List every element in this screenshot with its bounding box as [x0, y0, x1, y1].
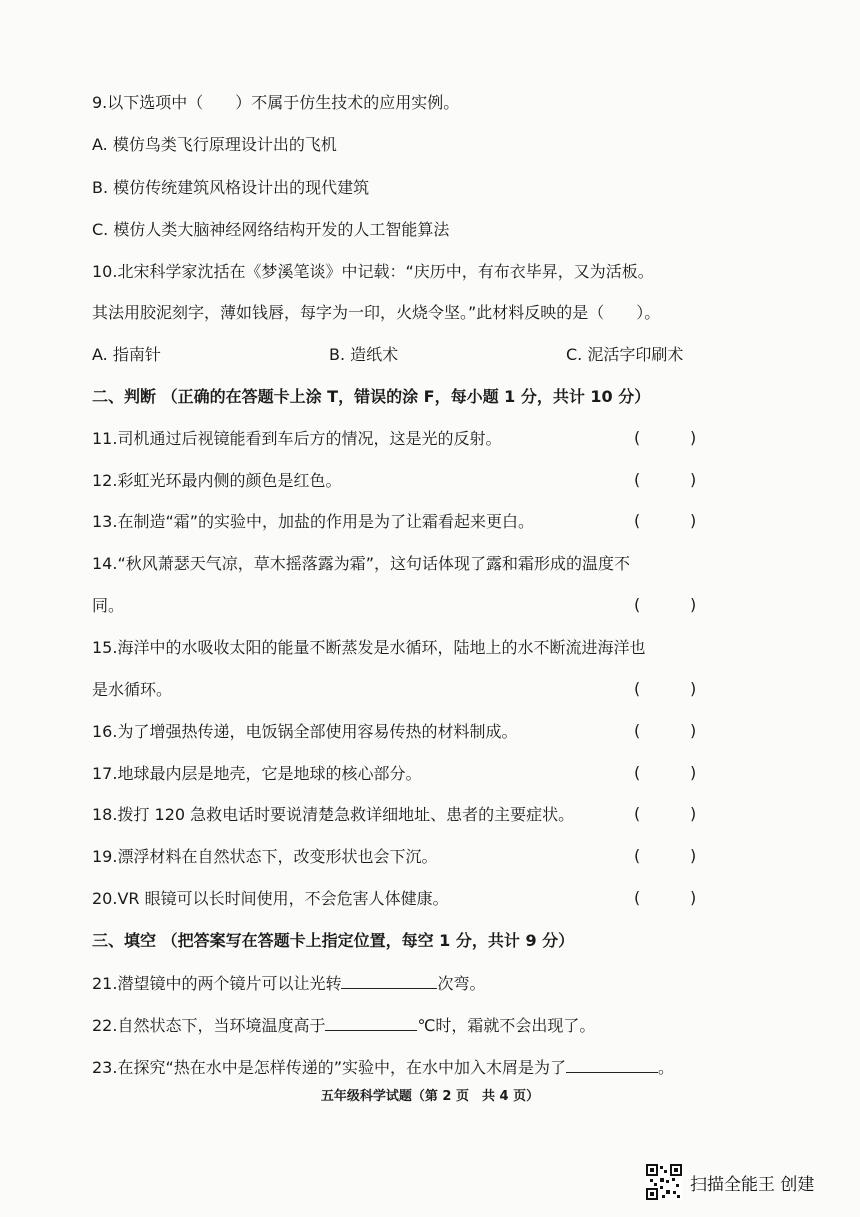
question-15-line-1: 15.海洋中的水吸收太阳的能量不断蒸发是水循环，陆地上的水不断流进海洋也	[92, 638, 646, 657]
blank-23	[566, 1056, 658, 1073]
section-2-heading	[92, 386, 710, 408]
page-footer: 五年级科学试题（第 2 页 共 4 页）	[320, 1089, 540, 1104]
question-13: 13.在制造“霜”的实验中，加盐的作用是为了让霜看起来更白。	[92, 512, 535, 531]
question-9: 9.以下选项中（ ）不属于仿生技术的应用实例。	[92, 93, 460, 112]
question-10-line-1: 10.北宋科学家沈括在《梦溪笔谈》中记载：“庆历中，有布衣毕昇，又为活板。	[92, 262, 654, 281]
section-3-title: 三、填空	[92, 931, 157, 950]
answer-bracket-20: ( )	[634, 888, 697, 907]
question-9-option-b: B. 模仿传统建筑风格设计出的现代建筑	[92, 178, 370, 197]
question-21: 21.潜望镜中的两个镜片可以让光转 次弯。	[92, 974, 486, 993]
blank-21	[341, 972, 437, 989]
question-22: 22.自然状态下，当环境温度高于 ℃时，霜就不会出现了。	[92, 1016, 596, 1035]
answer-bracket-18: ( )	[634, 804, 697, 823]
question-15-line-2: 是水循环。	[92, 680, 173, 699]
question-12: 12.彩虹光环最内侧的颜色是红色。	[92, 471, 342, 490]
question-10-option-b: B. 造纸术	[329, 345, 399, 364]
qr-code-icon	[646, 1164, 682, 1200]
answer-bracket-16: ( )	[634, 721, 697, 740]
question-18: 18.拨打 120 急救电话时要说清楚急救详细地址、患者的主要症状。	[92, 805, 575, 824]
question-11: 11.司机通过后视镜能看到车后方的情况，这是光的反射。	[92, 429, 502, 448]
watermark-text: 扫描全能王 创建	[690, 1174, 815, 1195]
question-9-option-a: A. 模仿鸟类飞行原理设计出的飞机	[92, 135, 337, 154]
question-10-option-a: A. 指南针	[92, 345, 161, 364]
question-10-option-c: C. 泥活字印刷术	[566, 345, 684, 364]
question-20: 20.VR 眼镜可以长时间使用，不会危害人体健康。	[92, 889, 449, 908]
question-16: 16.为了增强热传递，电饭锅全部使用容易传热的材料制成。	[92, 722, 518, 741]
question-17: 17.地球最内层是地壳，它是地球的核心部分。	[92, 764, 422, 783]
answer-bracket-12: ( )	[634, 470, 697, 489]
answer-bracket-14: ( )	[634, 595, 697, 614]
question-14-line-2: 同。	[92, 596, 125, 615]
question-9-option-c: C. 模仿人类大脑神经网络结构开发的人工智能算法	[92, 220, 450, 239]
question-19: 19.漂浮材料在自然状态下，改变形状也会下沉。	[92, 847, 438, 866]
section-2-title: 二、判断	[92, 387, 157, 406]
section-2-instruction: （正确的在答题卡上涂 T，错误的涂 F，每小题 1 分，共计 10 分）	[161, 387, 651, 406]
answer-bracket-17: ( )	[634, 763, 697, 782]
answer-bracket-15: ( )	[634, 679, 697, 698]
blank-22	[325, 1014, 417, 1031]
answer-bracket-13: ( )	[634, 511, 697, 530]
question-23: 23.在探究“热在水中是怎样传递的”实验中，在水中加入木屑是为了 。	[92, 1058, 675, 1077]
section-3-heading	[92, 930, 710, 952]
answer-bracket-11: ( )	[634, 428, 697, 447]
question-10-line-2: 其法用胶泥刻字，薄如钱唇，每字为一印，火烧令坚。”此材料反映的是（ ）。	[92, 303, 661, 322]
scanner-watermark	[646, 1162, 814, 1202]
section-3-instruction: （把答案写在答题卡上指定位置，每空 1 分，共计 9 分）	[161, 931, 575, 950]
question-14-line-1: 14.“秋风萧瑟天气凉，草木摇落露为霜”，这句话体现了露和霜形成的温度不	[92, 554, 631, 573]
answer-bracket-19: ( )	[634, 846, 697, 865]
